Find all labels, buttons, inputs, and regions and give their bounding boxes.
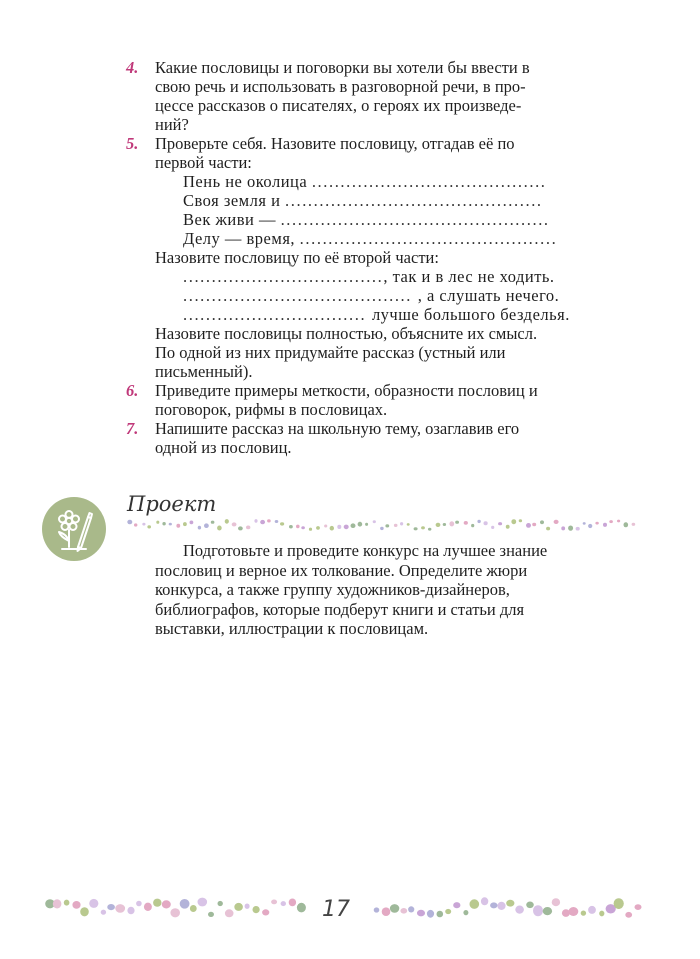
decorative-dot <box>417 910 425 917</box>
decorative-dot <box>176 524 180 528</box>
decorative-dot <box>183 522 187 526</box>
decorative-dot <box>443 523 446 526</box>
footer-dots-right <box>372 896 642 920</box>
decorative-dot <box>455 521 459 524</box>
decorative-dot <box>218 901 223 906</box>
decorative-dot <box>533 905 543 916</box>
decorative-dot <box>445 909 451 914</box>
decorative-dot <box>436 523 441 527</box>
decorative-dot <box>374 907 380 912</box>
decorative-dot <box>428 528 431 531</box>
project-line: выставки, иллюстрации к пословицам. <box>155 619 429 638</box>
proverb-first-part: Век живи — ............................................... <box>183 210 550 229</box>
decorative-dot <box>204 523 209 528</box>
decorative-dot <box>169 523 172 526</box>
decorative-dot <box>470 899 480 909</box>
decorative-dots-divider <box>125 518 640 532</box>
decorative-dot <box>599 911 604 917</box>
task-5 <box>122 134 642 381</box>
decorative-dot <box>217 526 222 531</box>
decorative-dot <box>262 909 269 915</box>
decorative-dot <box>358 522 363 527</box>
decorative-dot <box>72 901 80 909</box>
decorative-dot <box>400 522 403 525</box>
proverb-second-part: ........................................ , а слушать нечего. <box>183 286 560 305</box>
decorative-dot <box>211 521 215 524</box>
decorative-dot <box>208 912 214 917</box>
task-4 <box>122 58 642 134</box>
project-line: Подготовьте и проведите конкурс на лучшее знание <box>183 541 548 560</box>
project-line: пословиц и верное их толкование. Определите жюри <box>155 560 528 580</box>
task-line: Приведите примеры меткости, образности пословиц и <box>155 381 538 400</box>
decorative-dot <box>617 520 620 523</box>
decorative-dot <box>543 907 552 915</box>
decorative-dot <box>506 525 510 529</box>
decorative-dot <box>526 523 531 528</box>
decorative-dot <box>271 900 277 905</box>
decorative-dot <box>603 523 607 527</box>
decorative-dot <box>490 902 497 908</box>
proverb-second-part: ................................ лучше большого безделья. <box>183 305 570 324</box>
task-line: цессе рассказов о писателях, о героях их произведе- <box>155 96 522 115</box>
decorative-dot <box>449 521 454 526</box>
decorative-dot <box>511 519 516 524</box>
decorative-dot <box>180 899 190 909</box>
decorative-dot <box>609 520 613 523</box>
decorative-dot <box>275 520 279 523</box>
task-number: 5. <box>126 134 139 153</box>
decorative-dot <box>225 519 229 524</box>
decorative-dot <box>569 907 579 916</box>
task-line: одной из пословиц. <box>155 438 292 457</box>
decorative-dot <box>407 523 410 526</box>
decorative-dot <box>170 908 180 917</box>
decorative-dot <box>453 902 460 908</box>
decorative-dot <box>491 526 494 529</box>
decorative-dot <box>546 527 550 531</box>
decorative-dot <box>153 899 161 907</box>
decorative-dot <box>561 526 565 530</box>
decorative-dot <box>463 910 468 915</box>
decorative-dot <box>526 902 534 909</box>
decorative-dot <box>373 520 376 523</box>
decorative-dot <box>554 520 559 524</box>
task-number: 7. <box>126 419 139 438</box>
task-6 <box>122 381 642 419</box>
task-line: поговорок, рифмы в пословицах. <box>155 400 388 419</box>
decorative-dot <box>614 898 624 909</box>
decorative-dot <box>481 897 488 905</box>
decorative-dot <box>190 905 197 912</box>
proverb-first-part: Делу — время, ............................................. <box>183 229 558 248</box>
decorative-dot <box>297 903 306 913</box>
decorative-dot <box>198 526 201 530</box>
decorative-dot <box>588 524 592 528</box>
decorative-dot <box>581 911 586 916</box>
task-line: первой части: <box>155 153 252 172</box>
decorative-dot <box>583 522 586 525</box>
decorative-dot <box>568 526 573 531</box>
decorative-dot <box>625 912 632 918</box>
decorative-dot <box>330 526 334 531</box>
decorative-dot <box>134 523 137 526</box>
footer-dots-left <box>45 896 310 920</box>
decorative-dot <box>162 900 171 908</box>
decorative-dot <box>232 522 237 526</box>
decorative-dot <box>289 899 296 907</box>
proverb-second-part: ..................................., так и в лес не ходить. <box>183 267 555 286</box>
decorative-dot <box>515 906 524 914</box>
decorative-dot <box>64 900 70 906</box>
decorative-dot <box>280 522 284 525</box>
decorative-dot <box>394 524 398 527</box>
decorative-dot <box>80 907 89 916</box>
decorative-dot <box>144 903 152 911</box>
decorative-dot <box>421 526 425 529</box>
decorative-dot <box>532 523 536 526</box>
task-line: свою речь и использовать в разговорной речи, в про- <box>155 77 526 96</box>
decorative-dot <box>238 526 243 530</box>
task-number: 6. <box>126 381 139 400</box>
decorative-dot <box>408 906 414 912</box>
decorative-dot <box>588 906 596 914</box>
proverb-first-part: Пень не околица ......................................... <box>183 172 547 191</box>
decorative-dot <box>635 904 642 910</box>
decorative-dot <box>289 525 293 528</box>
decorative-dot <box>162 522 165 525</box>
decorative-dot <box>506 900 514 907</box>
decorative-dot <box>156 521 159 524</box>
decorative-dot <box>484 521 488 525</box>
task-line: Назовите пословицы полностью, объясните их смысл. <box>155 324 538 343</box>
task-line: Напишите рассказ на школьную тему, озаглавив его <box>155 419 520 438</box>
decorative-dot <box>497 902 505 910</box>
decorative-dot <box>351 523 356 528</box>
task-line: По одной из них придумайте рассказ (устный или <box>155 343 506 362</box>
decorative-dot <box>234 903 243 911</box>
decorative-dot <box>437 911 444 918</box>
decorative-dot <box>576 527 580 531</box>
task-line: Назовите пословицу по её второй части: <box>155 248 439 267</box>
decorative-dot <box>225 909 234 917</box>
decorative-dot <box>136 901 142 907</box>
decorative-dot <box>337 525 341 529</box>
decorative-dot <box>316 526 320 530</box>
decorative-dot <box>267 519 271 522</box>
decorative-dot <box>147 525 151 528</box>
decorative-dot <box>380 527 384 530</box>
decorative-dot <box>107 904 115 910</box>
decorative-dot <box>385 524 389 527</box>
decorative-dot <box>127 907 134 915</box>
decorative-dot <box>142 523 145 526</box>
decorative-dot <box>246 526 250 530</box>
decorative-dot <box>414 527 418 530</box>
decorative-dot <box>624 522 629 527</box>
decorative-dot <box>498 522 502 525</box>
decorative-dot <box>253 906 260 913</box>
decorative-dot <box>540 520 544 524</box>
decorative-dot <box>198 898 208 907</box>
decorative-dot <box>400 908 407 914</box>
decorative-dot <box>477 520 480 523</box>
decorative-dot <box>89 899 98 908</box>
decorative-dot <box>595 522 598 525</box>
decorative-dot <box>53 899 62 908</box>
task-list <box>122 58 642 457</box>
task-line: Проверьте себя. Назовите пословицу, отгадав её по <box>155 134 515 153</box>
decorative-dot <box>127 520 132 525</box>
proverb-first-part: Своя земля и ............................................. <box>183 191 543 210</box>
task-line: ний? <box>155 115 189 134</box>
decorative-dot <box>427 910 434 918</box>
decorative-dot <box>101 910 106 915</box>
task-line: письменный). <box>155 362 253 381</box>
decorative-dot <box>390 904 399 913</box>
decorative-dot <box>324 525 327 528</box>
task-7 <box>122 419 642 457</box>
project-heading: Проект <box>127 492 217 516</box>
project-description <box>155 541 645 639</box>
decorative-dot <box>301 526 305 529</box>
project-line: конкурса, а также группу художников-дизайнеров, <box>155 580 510 599</box>
decorative-dot <box>115 904 125 913</box>
decorative-dot <box>365 523 368 526</box>
decorative-dot <box>281 901 286 906</box>
decorative-dot <box>190 521 194 525</box>
task-number: 4. <box>126 58 139 77</box>
decorative-dot <box>382 907 391 916</box>
page-number: 17 <box>322 897 350 922</box>
decorative-dot <box>471 524 474 527</box>
decorative-dot <box>464 521 468 525</box>
decorative-dot <box>344 525 349 530</box>
project-line: библиографов, которые подберут книги и статьи для <box>155 599 525 619</box>
flower-pencil-icon <box>42 497 106 561</box>
decorative-dot <box>245 904 250 909</box>
decorative-dot <box>296 525 300 529</box>
decorative-dot <box>254 519 257 523</box>
decorative-dot <box>632 523 636 526</box>
decorative-dot <box>309 528 312 531</box>
decorative-dot <box>552 898 560 906</box>
task-line: Какие пословицы и поговорки вы хотели бы ввести в <box>155 58 530 77</box>
decorative-dot <box>519 519 522 522</box>
decorative-dot <box>260 520 265 524</box>
